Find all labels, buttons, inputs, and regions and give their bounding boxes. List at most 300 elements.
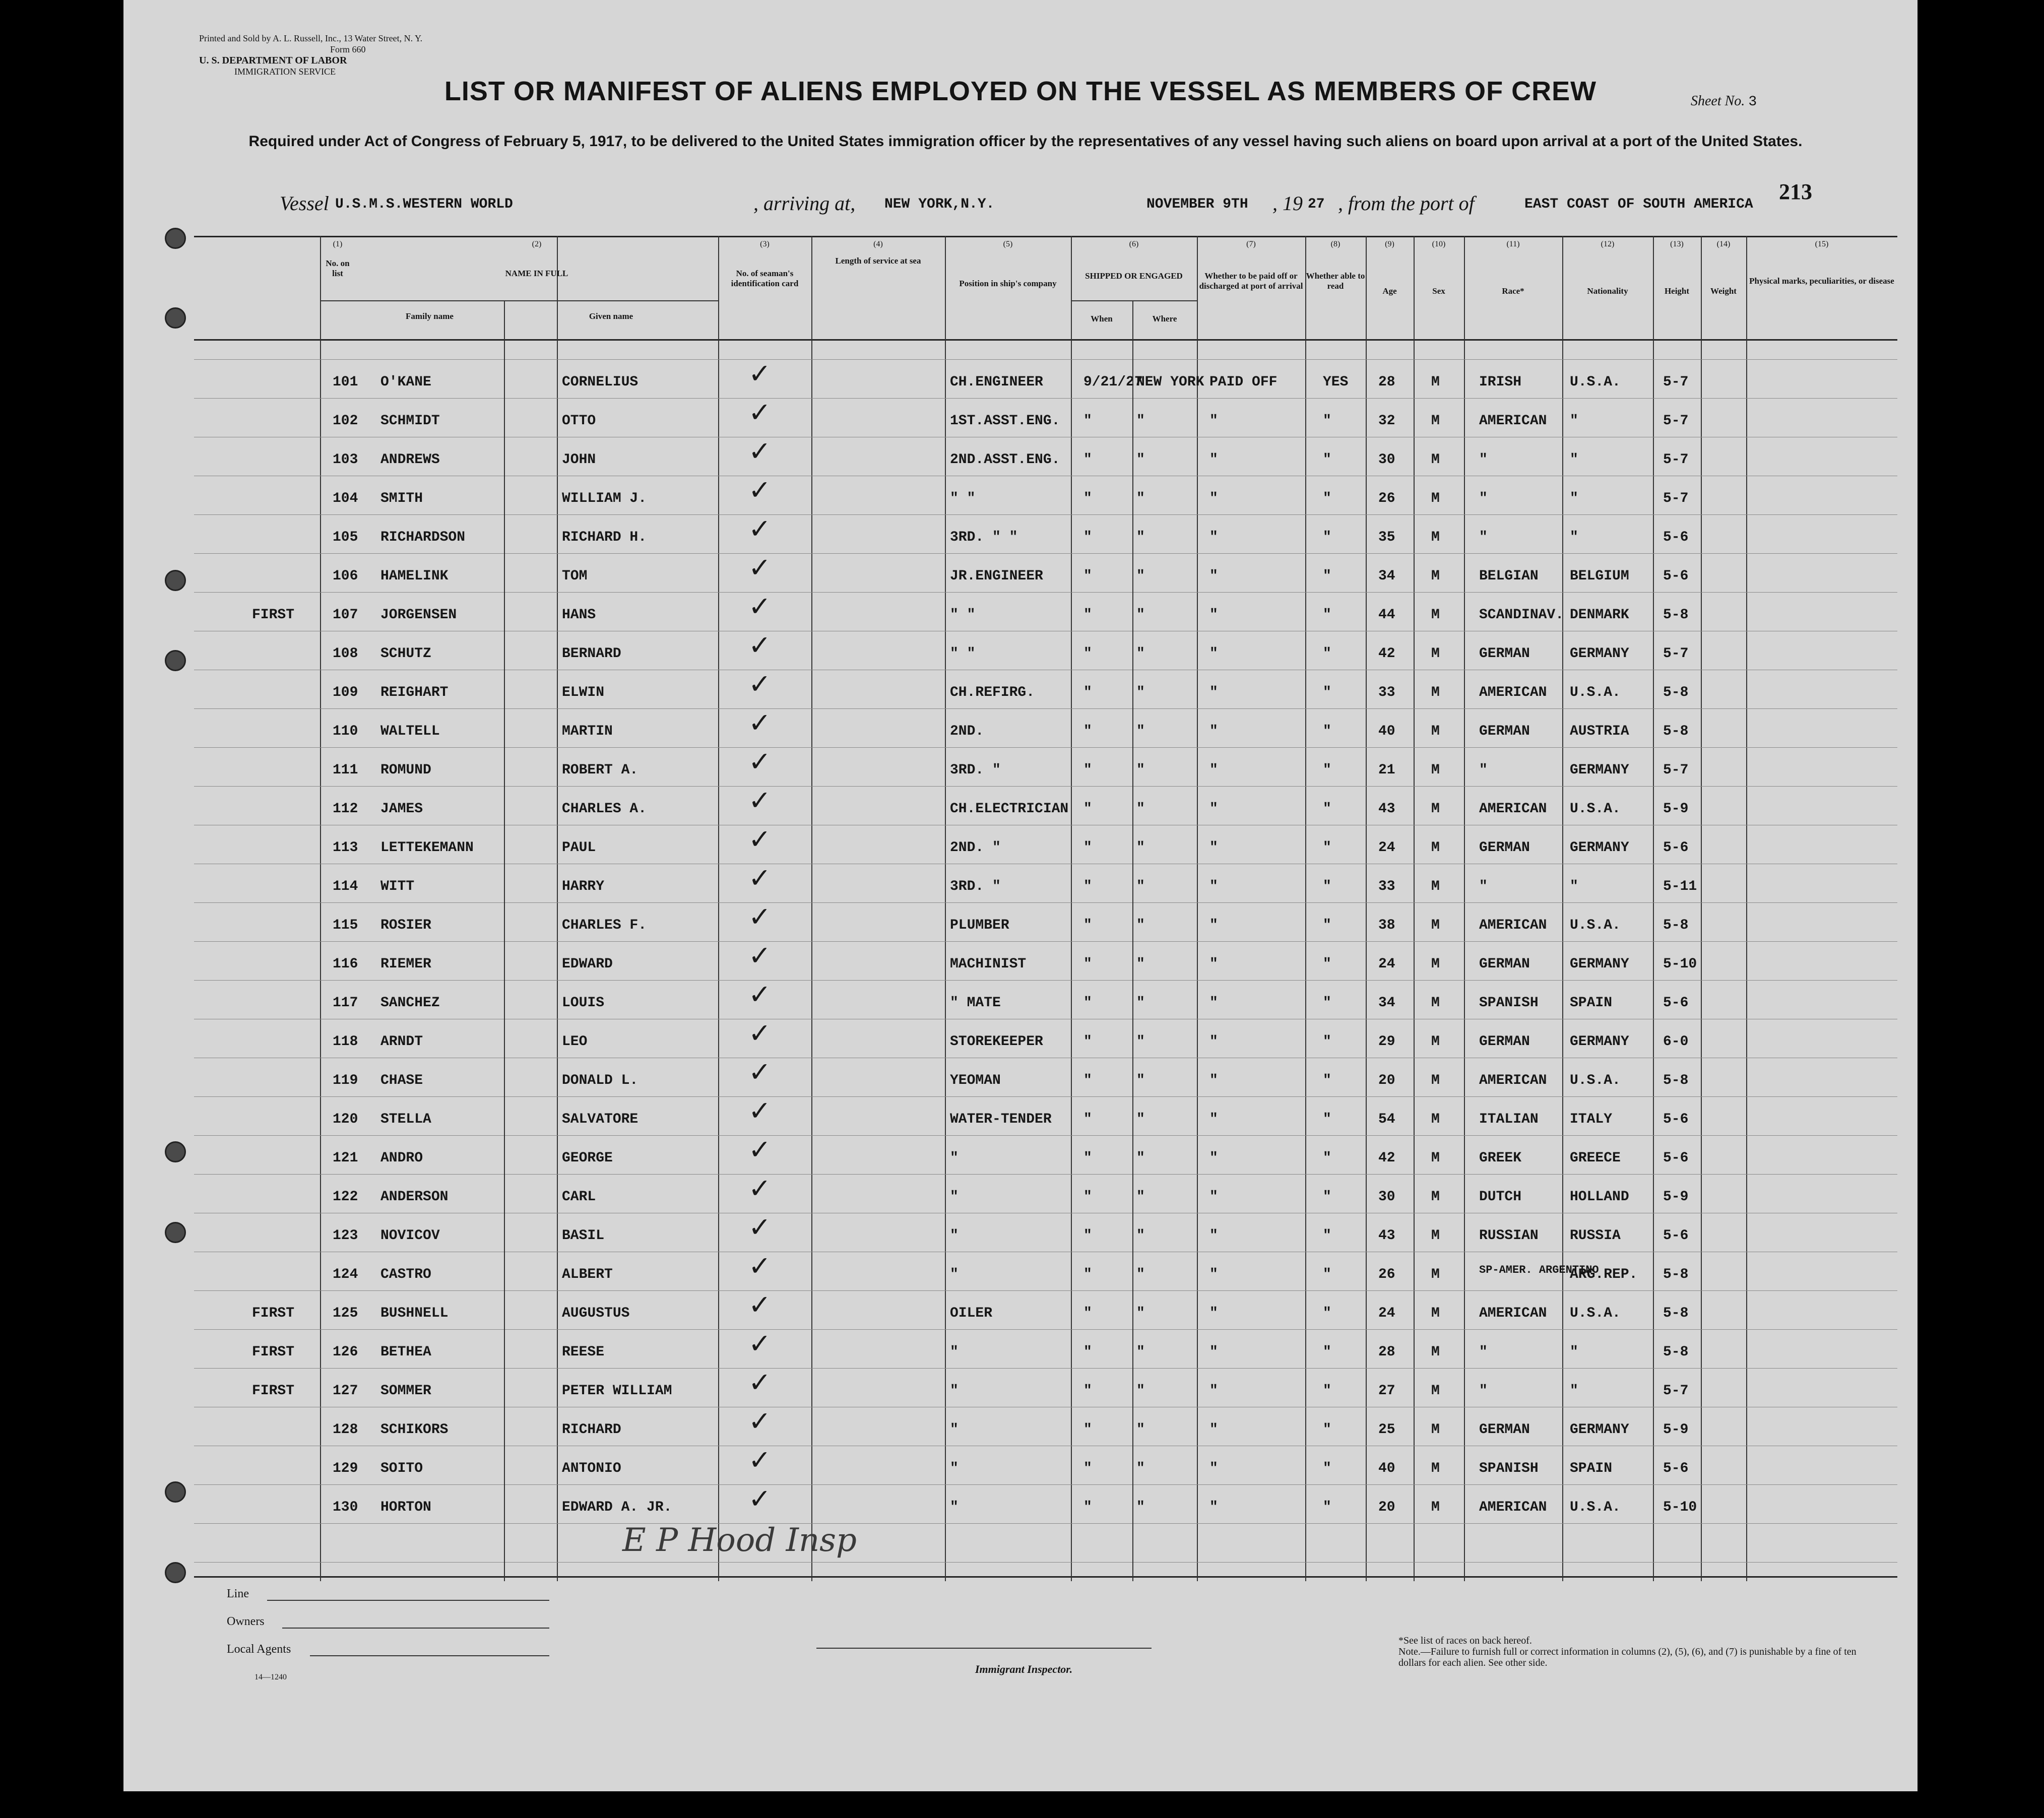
paid-off: PAID OFF: [1209, 374, 1278, 390]
able-to-read: ": [1323, 1150, 1331, 1166]
check-mark-icon: ✓: [748, 1367, 772, 1398]
sex: M: [1431, 530, 1440, 545]
shipped-when: ": [1083, 1150, 1092, 1166]
shipped-where: ": [1136, 1383, 1145, 1399]
shipped-where: ": [1136, 1500, 1145, 1515]
able-to-read: ": [1323, 1344, 1331, 1360]
row-number: 129: [333, 1461, 358, 1476]
punch-hole: [165, 1141, 186, 1162]
nationality: GERMANY: [1570, 1034, 1629, 1050]
age: 35: [1378, 530, 1395, 545]
check-mark-icon: ✓: [748, 1250, 772, 1282]
shipped-where: ": [1136, 1267, 1145, 1282]
given-name: CORNELIUS: [562, 374, 638, 390]
shipped-where: ": [1136, 607, 1145, 623]
check-mark-icon: ✓: [748, 746, 772, 777]
age: 42: [1378, 646, 1395, 662]
given-name: TOM: [562, 568, 588, 584]
row-number: 106: [333, 568, 358, 584]
shipped-where: ": [1136, 413, 1145, 429]
check-mark-icon: ✓: [748, 823, 772, 855]
able-to-read: ": [1323, 762, 1331, 778]
able-to-read: ": [1323, 1228, 1331, 1244]
race: GERMAN: [1479, 724, 1530, 739]
shipped-where: ": [1136, 1073, 1145, 1088]
height: 5-6: [1663, 1228, 1689, 1244]
height: 5-6: [1663, 995, 1689, 1011]
nationality: U.S.A.: [1570, 1500, 1621, 1515]
age: 26: [1378, 1267, 1395, 1282]
given-name: PETER WILLIAM: [562, 1383, 672, 1399]
age: 21: [1378, 762, 1395, 778]
shipped-where: ": [1136, 956, 1145, 972]
height: 6-0: [1663, 1034, 1689, 1050]
crew-table: [194, 236, 1897, 1581]
nationality: GERMANY: [1570, 762, 1629, 778]
family-name: WALTELL: [380, 724, 440, 739]
race: ITALIAN: [1479, 1112, 1539, 1127]
column-number: (1): [333, 240, 343, 248]
check-mark-icon: ✓: [748, 1289, 772, 1321]
age: 28: [1378, 1344, 1395, 1360]
race: GREEK: [1479, 1150, 1522, 1166]
able-to-read: ": [1323, 1461, 1331, 1476]
column-number: (11): [1506, 240, 1520, 248]
check-mark-icon: ✓: [748, 1444, 772, 1476]
row-number: 130: [333, 1500, 358, 1515]
sex: M: [1431, 1344, 1440, 1360]
position: 2ND.ASST.ENG.: [950, 452, 1060, 468]
given-name: ALBERT: [562, 1267, 613, 1282]
able-to-read: ": [1323, 607, 1331, 623]
age: 54: [1378, 1112, 1395, 1127]
race: ": [1479, 762, 1488, 778]
able-to-read: ": [1323, 530, 1331, 545]
race: AMERICAN: [1479, 1306, 1547, 1321]
row-number: 126: [333, 1344, 358, 1360]
shipped-when: ": [1083, 491, 1092, 506]
age: 33: [1378, 685, 1395, 700]
given-name: CARL: [562, 1189, 596, 1205]
race: RUSSIAN: [1479, 1228, 1539, 1244]
vessel-name: U.S.M.S.WESTERN WORLD: [335, 197, 513, 212]
shipped-when: ": [1083, 530, 1092, 545]
nationality: U.S.A.: [1570, 1073, 1621, 1088]
paid-off: ": [1209, 685, 1218, 700]
sex: M: [1431, 1112, 1440, 1127]
footer-form-code: 14—1240: [254, 1673, 287, 1681]
check-mark-icon: ✓: [748, 435, 772, 467]
age: 33: [1378, 879, 1395, 894]
row-number: 113: [333, 840, 358, 856]
row-number: 101: [333, 374, 358, 390]
row-number: 117: [333, 995, 358, 1011]
position: 1ST.ASST.ENG.: [950, 413, 1060, 429]
family-name: SCHMIDT: [380, 413, 440, 429]
race: AMERICAN: [1479, 413, 1547, 429]
check-mark-icon: ✓: [748, 940, 772, 971]
shipped-when: ": [1083, 607, 1092, 623]
shipped-where: ": [1136, 1422, 1145, 1438]
shipped-where: ": [1136, 724, 1145, 739]
given-name: OTTO: [562, 413, 596, 429]
age: 44: [1378, 607, 1395, 623]
able-to-read: ": [1323, 1034, 1331, 1050]
nationality: GERMANY: [1570, 646, 1629, 662]
row-number: 122: [333, 1189, 358, 1205]
position: ": [950, 1500, 959, 1515]
row-number: 124: [333, 1267, 358, 1282]
height: 5-7: [1663, 413, 1689, 429]
position: ": [950, 1267, 959, 1282]
height: 5-8: [1663, 1344, 1689, 1360]
shipped-when: ": [1083, 1461, 1092, 1476]
row-number: 112: [333, 801, 358, 817]
nationality: GERMANY: [1570, 840, 1629, 856]
age: 25: [1378, 1422, 1395, 1438]
check-mark-icon: ✓: [748, 1483, 772, 1515]
family-name: RICHARDSON: [380, 530, 466, 545]
height: 5-8: [1663, 918, 1689, 933]
given-name: JOHN: [562, 452, 596, 468]
given-name: RICHARD H.: [562, 530, 647, 545]
shipped-when: ": [1083, 724, 1092, 739]
row-number: 114: [333, 879, 358, 894]
sex: M: [1431, 724, 1440, 739]
row-number: 127: [333, 1383, 358, 1399]
family-name: CASTRO: [380, 1267, 431, 1282]
nationality: GERMANY: [1570, 956, 1629, 972]
shipped-when: ": [1083, 1422, 1092, 1438]
position: 3RD. ": [950, 762, 1001, 778]
paid-off: ": [1209, 607, 1218, 623]
departure-port: EAST COAST OF SOUTH AMERICA: [1524, 197, 1753, 212]
paid-off: ": [1209, 452, 1218, 468]
punch-hole: [165, 1562, 186, 1583]
nationality: ARG.REP.: [1570, 1267, 1638, 1282]
family-name: JORGENSEN: [380, 607, 457, 623]
column-number: (5): [1003, 240, 1013, 248]
sex: M: [1431, 1228, 1440, 1244]
nationality: SPAIN: [1570, 1461, 1613, 1476]
able-to-read: ": [1323, 956, 1331, 972]
position: OILER: [950, 1306, 993, 1321]
given-name: LOUIS: [562, 995, 605, 1011]
race: ": [1479, 452, 1488, 468]
paid-off: ": [1209, 1306, 1218, 1321]
height: 5-11: [1663, 879, 1697, 894]
vessel-label: Vessel: [280, 192, 329, 215]
column-number: (10): [1432, 240, 1446, 248]
column-number: (8): [1330, 240, 1340, 248]
punch-hole: [165, 307, 186, 329]
shipped-when: ": [1083, 879, 1092, 894]
height: 5-7: [1663, 762, 1689, 778]
paid-off: ": [1209, 491, 1218, 506]
sex: M: [1431, 607, 1440, 623]
column-number: (7): [1246, 240, 1256, 248]
race: ": [1479, 1383, 1488, 1399]
shipped-where: ": [1136, 530, 1145, 545]
shipped-where: ": [1136, 685, 1145, 700]
shipped-where: NEW YORK: [1136, 374, 1204, 390]
shipped-where: ": [1136, 762, 1145, 778]
age: 20: [1378, 1500, 1395, 1515]
family-name: WITT: [380, 879, 415, 894]
family-name: ANDREWS: [380, 452, 440, 468]
height: 5-9: [1663, 1189, 1689, 1205]
height: 5-6: [1663, 530, 1689, 545]
position: ": [950, 1344, 959, 1360]
given-name: WILLIAM J.: [562, 491, 647, 506]
age: 42: [1378, 1150, 1395, 1166]
height: 5-10: [1663, 956, 1697, 972]
given-name: PAUL: [562, 840, 596, 856]
family-name: BUSHNELL: [380, 1306, 449, 1321]
header-position: Position in ship's company: [959, 279, 1057, 288]
able-to-read: ": [1323, 918, 1331, 933]
shipped-when: ": [1083, 801, 1092, 817]
nationality: BELGIUM: [1570, 568, 1629, 584]
given-name: BERNARD: [562, 646, 621, 662]
column-number: (6): [1129, 240, 1139, 248]
column-number: (4): [873, 240, 883, 248]
sex: M: [1431, 1422, 1440, 1438]
paid-off: ": [1209, 413, 1218, 429]
nationality: ": [1570, 413, 1578, 429]
check-mark-icon: ✓: [748, 785, 772, 816]
position: ": [950, 1422, 959, 1438]
age: 40: [1378, 1461, 1395, 1476]
height: 5-8: [1663, 685, 1689, 700]
check-mark-icon: ✓: [748, 474, 772, 506]
position: ": [950, 1228, 959, 1244]
position: MACHINIST: [950, 956, 1027, 972]
able-to-read: ": [1323, 801, 1331, 817]
paid-off: ": [1209, 995, 1218, 1011]
header-sex: Sex: [1432, 286, 1445, 296]
shipped-where: ": [1136, 995, 1145, 1011]
race: GERMAN: [1479, 1422, 1530, 1438]
check-mark-icon: ✓: [748, 707, 772, 739]
row-number: 116: [333, 956, 358, 972]
footer-line-label: Line: [227, 1587, 249, 1600]
position: ": [950, 1383, 959, 1399]
page-title: LIST OR MANIFEST OF ALIENS EMPLOYED ON THE VESSEL AS MEMBERS OF CREW: [444, 76, 1597, 106]
nationality: U.S.A.: [1570, 374, 1621, 390]
inspector-signature: E P Hood Insp: [622, 1522, 857, 1559]
shipped-where: ": [1136, 1461, 1145, 1476]
punch-hole: [165, 228, 186, 249]
header-shipped-engaged: SHIPPED OR ENGAGED: [1085, 271, 1183, 281]
shipped-when: ": [1083, 1344, 1092, 1360]
given-name: CHARLES F.: [562, 918, 647, 933]
given-name: EDWARD A. JR.: [562, 1500, 672, 1515]
race: AMERICAN: [1479, 1500, 1547, 1515]
sex: M: [1431, 918, 1440, 933]
shipped-where: ": [1136, 840, 1145, 856]
family-name: BETHEA: [380, 1344, 431, 1360]
position: 3RD. ": [950, 879, 1001, 894]
family-name: ANDERSON: [380, 1189, 449, 1205]
family-name: O'KANE: [380, 374, 431, 390]
family-name: SOITO: [380, 1461, 423, 1476]
position: 3RD. " ": [950, 530, 1018, 545]
age: 26: [1378, 491, 1395, 506]
able-to-read: ": [1323, 995, 1331, 1011]
punch-hole: [165, 1222, 186, 1243]
nationality: U.S.A.: [1570, 685, 1621, 700]
header-name-in-full: NAME IN FULL: [505, 269, 568, 278]
age: 32: [1378, 413, 1395, 429]
sex: M: [1431, 1189, 1440, 1205]
position: ": [950, 1189, 959, 1205]
nationality: ": [1570, 1344, 1578, 1360]
given-name: ANTONIO: [562, 1461, 621, 1476]
able-to-read: ": [1323, 685, 1331, 700]
able-to-read: ": [1323, 840, 1331, 856]
race: AMERICAN: [1479, 685, 1547, 700]
document-number: 213: [1779, 179, 1812, 204]
given-name: CHARLES A.: [562, 801, 647, 817]
position: JR.ENGINEER: [950, 568, 1043, 584]
age: 43: [1378, 1228, 1395, 1244]
given-name: RICHARD: [562, 1422, 621, 1438]
sex: M: [1431, 1461, 1440, 1476]
header-nationality: Nationality: [1587, 286, 1628, 296]
arrival-date: NOVEMBER 9TH: [1146, 197, 1248, 212]
nationality: ": [1570, 1383, 1578, 1399]
manifest-sheet: [123, 0, 1918, 1791]
check-mark-icon: ✓: [748, 358, 772, 389]
row-number: 103: [333, 452, 358, 468]
sheet-value: 3: [1748, 94, 1757, 110]
paid-off: ": [1209, 568, 1218, 584]
form-number: Form 660: [330, 44, 366, 54]
family-name: LETTEKEMANN: [380, 840, 474, 856]
given-name: BASIL: [562, 1228, 605, 1244]
able-to-read: ": [1323, 724, 1331, 739]
nationality: SPAIN: [1570, 995, 1613, 1011]
races-note: *See list of races on back hereof.: [1398, 1635, 1532, 1646]
age: 27: [1378, 1383, 1395, 1399]
shipped-where: ": [1136, 879, 1145, 894]
family-name: SOMMER: [380, 1383, 431, 1399]
shipped-when: ": [1083, 1112, 1092, 1127]
position: CH.REFIRG.: [950, 685, 1035, 700]
position: " ": [950, 646, 976, 662]
given-name: GEORGE: [562, 1150, 613, 1166]
family-name: SCHUTZ: [380, 646, 431, 662]
height: 5-10: [1663, 1500, 1697, 1515]
check-mark-icon: ✓: [748, 1173, 772, 1204]
race: AMERICAN: [1479, 1073, 1547, 1088]
row-number: 120: [333, 1112, 358, 1127]
header-race: Race*: [1502, 286, 1524, 296]
family-name: HAMELINK: [380, 568, 449, 584]
height: 5-8: [1663, 607, 1689, 623]
paid-off: ": [1209, 646, 1218, 662]
race: ": [1479, 530, 1488, 545]
check-mark-icon: ✓: [748, 1211, 772, 1243]
shipped-where: ": [1136, 452, 1145, 468]
nationality: HOLLAND: [1570, 1189, 1629, 1205]
nationality: DENMARK: [1570, 607, 1629, 623]
sex: M: [1431, 1073, 1440, 1088]
first-marker: FIRST: [252, 607, 295, 623]
header-seaman-id: No. of seaman's identification card: [731, 269, 799, 288]
race: SCANDINAV.: [1479, 607, 1564, 623]
sex: M: [1431, 879, 1440, 894]
paid-off: ": [1209, 840, 1218, 856]
given-name: AUGUSTUS: [562, 1306, 630, 1321]
shipped-where: ": [1136, 801, 1145, 817]
row-number: 111: [333, 762, 358, 778]
first-marker: FIRST: [252, 1344, 295, 1360]
header-given-name: Given name: [589, 311, 633, 321]
row-number: 121: [333, 1150, 358, 1166]
paid-off: ": [1209, 1112, 1218, 1127]
row-number: 118: [333, 1034, 358, 1050]
sex: M: [1431, 762, 1440, 778]
height: 5-8: [1663, 1073, 1689, 1088]
race: GERMAN: [1479, 646, 1530, 662]
race: ": [1479, 879, 1488, 894]
paid-off: ": [1209, 1422, 1218, 1438]
able-to-read: ": [1323, 452, 1331, 468]
check-mark-icon: ✓: [748, 1056, 772, 1088]
age: 28: [1378, 374, 1395, 390]
family-name: ROMUND: [380, 762, 431, 778]
nationality: AUSTRIA: [1570, 724, 1629, 739]
header-age: Age: [1382, 286, 1397, 296]
row-number: 109: [333, 685, 358, 700]
position: YEOMAN: [950, 1073, 1001, 1088]
sex: M: [1431, 840, 1440, 856]
paid-off: ": [1209, 762, 1218, 778]
column-number: (14): [1716, 240, 1731, 248]
sex: M: [1431, 685, 1440, 700]
shipped-when: ": [1083, 1189, 1092, 1205]
printer-imprint: [199, 33, 422, 77]
shipped-when: ": [1083, 1500, 1092, 1515]
row-number: 110: [333, 724, 358, 739]
footer-agents-label: Local Agents: [227, 1643, 291, 1656]
height: 5-6: [1663, 1112, 1689, 1127]
shipped-where: ": [1136, 491, 1145, 506]
height: 5-7: [1663, 491, 1689, 506]
paid-off: ": [1209, 724, 1218, 739]
column-number: (3): [760, 240, 770, 248]
age: 24: [1378, 1306, 1395, 1321]
paid-off: ": [1209, 1228, 1218, 1244]
age: 34: [1378, 568, 1395, 584]
position: WATER-TENDER: [950, 1112, 1052, 1127]
nationality: ": [1570, 879, 1578, 894]
first-marker: FIRST: [252, 1383, 295, 1399]
sex: M: [1431, 646, 1440, 662]
position: STOREKEEPER: [950, 1034, 1043, 1050]
header-weight: Weight: [1710, 286, 1737, 296]
paid-off: ": [1209, 1150, 1218, 1166]
family-name: STELLA: [380, 1112, 431, 1127]
height: 5-6: [1663, 840, 1689, 856]
age: 43: [1378, 801, 1395, 817]
column-number: (13): [1670, 240, 1684, 248]
height: 5-6: [1663, 568, 1689, 584]
row-number: 119: [333, 1073, 358, 1088]
nationality: ": [1570, 530, 1578, 545]
